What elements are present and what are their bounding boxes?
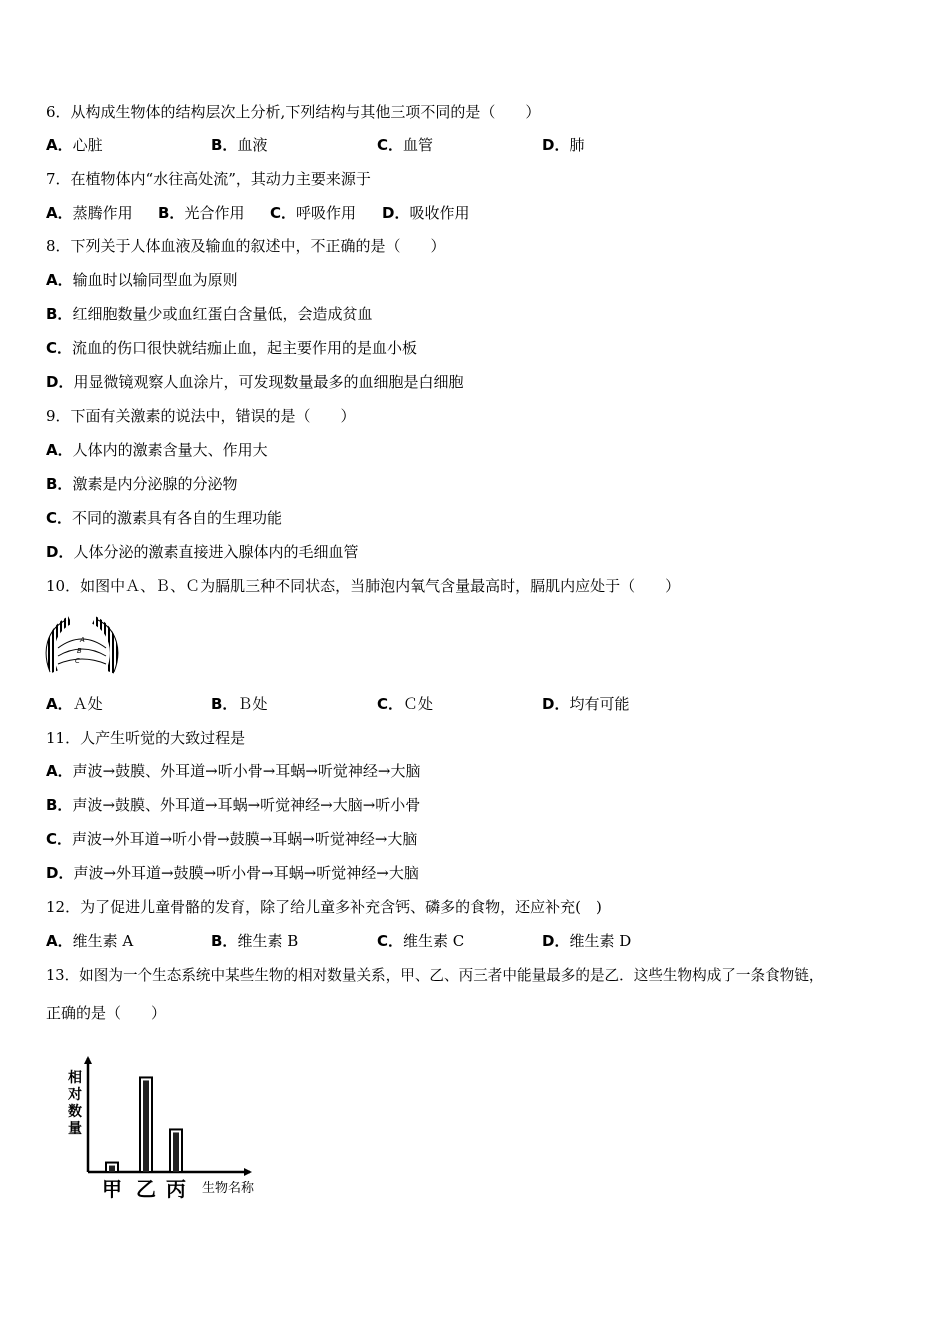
diaphragm-curve-c: [58, 659, 106, 664]
q11-stem: 11．人产生听觉的大致过程是: [46, 729, 246, 747]
q9-stem: 9．下面有关激素的说法中，错误的是（ ）: [46, 407, 356, 425]
q9-option-b[interactable]: B．激素是内分泌腺的分泌物: [46, 475, 238, 493]
q7-option-d[interactable]: D．吸收作用: [382, 204, 470, 222]
q12-stem: 12．为了促进儿童骨骼的发育，除了给儿童多补充含钙、磷多的食物，还应补充( ): [46, 898, 602, 916]
q6-stem: 6．从构成生物体的结构层次上分析,下列结构与其他三项不同的是（ ）: [46, 103, 541, 121]
q10-stem: 10．如图中Ａ、Ｂ、Ｃ为膈肌三种不同状态，当肺泡内氧气含量最高时，膈肌内应处于（ ）: [46, 577, 681, 595]
q10-option-b[interactable]: B．Ｂ处: [211, 695, 268, 713]
x-tick-label: 甲: [102, 1177, 122, 1201]
q6-option-d[interactable]: D．肺: [542, 136, 585, 154]
diaphragm-figure: [44, 612, 120, 676]
q7-option-b[interactable]: B．光合作用: [158, 204, 245, 222]
q8-option-a[interactable]: A．输血时以输同型血为原则: [46, 271, 238, 289]
q6-option-c[interactable]: C．血管: [377, 136, 434, 154]
q9-option-d[interactable]: D．人体分泌的激素直接进入腺体内的毛细血管: [46, 543, 359, 561]
q12-option-b[interactable]: B．维生素 B: [211, 932, 299, 950]
q13-stem-line2: 正确的是（ ）: [46, 1004, 167, 1022]
bar-chart: [60, 1050, 280, 1210]
y-axis-label-char: 对: [68, 1087, 82, 1103]
q8-option-b[interactable]: B．红细胞数量少或血红蛋白含量低，会造成贫血: [46, 305, 373, 323]
q12-option-a[interactable]: A．维生素 A: [46, 932, 134, 950]
bar-fill-2: [143, 1080, 149, 1172]
bar-fill-1: [109, 1166, 115, 1172]
figure-label-b: B: [77, 647, 82, 655]
q8-option-d[interactable]: D．用显微镜观察人血涂片，可发现数量最多的血细胞是白细胞: [46, 373, 464, 391]
y-axis-label-char: 相: [68, 1070, 82, 1086]
y-axis-arrow: [84, 1056, 92, 1064]
q7-option-a[interactable]: A．蒸腾作用: [46, 204, 133, 222]
x-axis-label: 生物名称: [202, 1181, 255, 1196]
q8-stem: 8．下列关于人体血液及输血的叙述中，不正确的是（ ）: [46, 237, 446, 255]
x-tick-label: 乙: [136, 1177, 156, 1201]
x-tick-label: 丙: [166, 1177, 186, 1201]
q11-option-d[interactable]: D．声波→外耳道→鼓膜→听小骨→耳蜗→听觉神经→大脑: [46, 864, 419, 882]
q7-stem: 7．在植物体内“水往高处流”，其动力主要来源于: [46, 170, 371, 188]
q10-option-c[interactable]: C．Ｃ处: [377, 695, 434, 713]
q6-option-a[interactable]: A．心脏: [46, 136, 103, 154]
q11-option-c[interactable]: C．声波→外耳道→听小骨→鼓膜→耳蜗→听觉神经→大脑: [46, 830, 418, 848]
q12-option-c[interactable]: C．维生素 C: [377, 932, 465, 950]
q12-option-d[interactable]: D．维生素 D: [542, 932, 632, 950]
q8-option-c[interactable]: C．流血的伤口很快就结痂止血，起主要作用的是血小板: [46, 339, 418, 357]
figure-label-a: A: [80, 636, 85, 644]
q10-option-a[interactable]: A．Ａ处: [46, 695, 103, 713]
q13-stem-line1: 13．如图为一个生态系统中某些生物的相对数量关系，甲、乙、丙三者中能量最多的是乙．这些生物构成了一条食物链，: [46, 967, 824, 984]
x-axis-arrow: [244, 1168, 252, 1176]
y-axis-label-char: 数: [68, 1104, 82, 1120]
figure-label-c: C: [75, 657, 80, 665]
q11-option-b[interactable]: B．声波→鼓膜、外耳道→耳蜗→听觉神经→大脑→听小骨: [46, 796, 421, 814]
q6-option-b[interactable]: B．血液: [211, 136, 268, 154]
q10-option-d[interactable]: D．均有可能: [542, 695, 630, 713]
q11-option-a[interactable]: A．声波→鼓膜、外耳道→听小骨→耳蜗→听觉神经→大脑: [46, 762, 421, 780]
q9-option-a[interactable]: A．人体内的激素含量大、作用大: [46, 441, 268, 459]
bar-fill-3: [173, 1132, 179, 1172]
diaphragm-curve-b: [58, 649, 106, 656]
q7-option-c[interactable]: C．呼吸作用: [270, 204, 357, 222]
q9-option-c[interactable]: C．不同的激素具有各自的生理功能: [46, 509, 283, 527]
y-axis-label-char: 量: [68, 1121, 82, 1137]
